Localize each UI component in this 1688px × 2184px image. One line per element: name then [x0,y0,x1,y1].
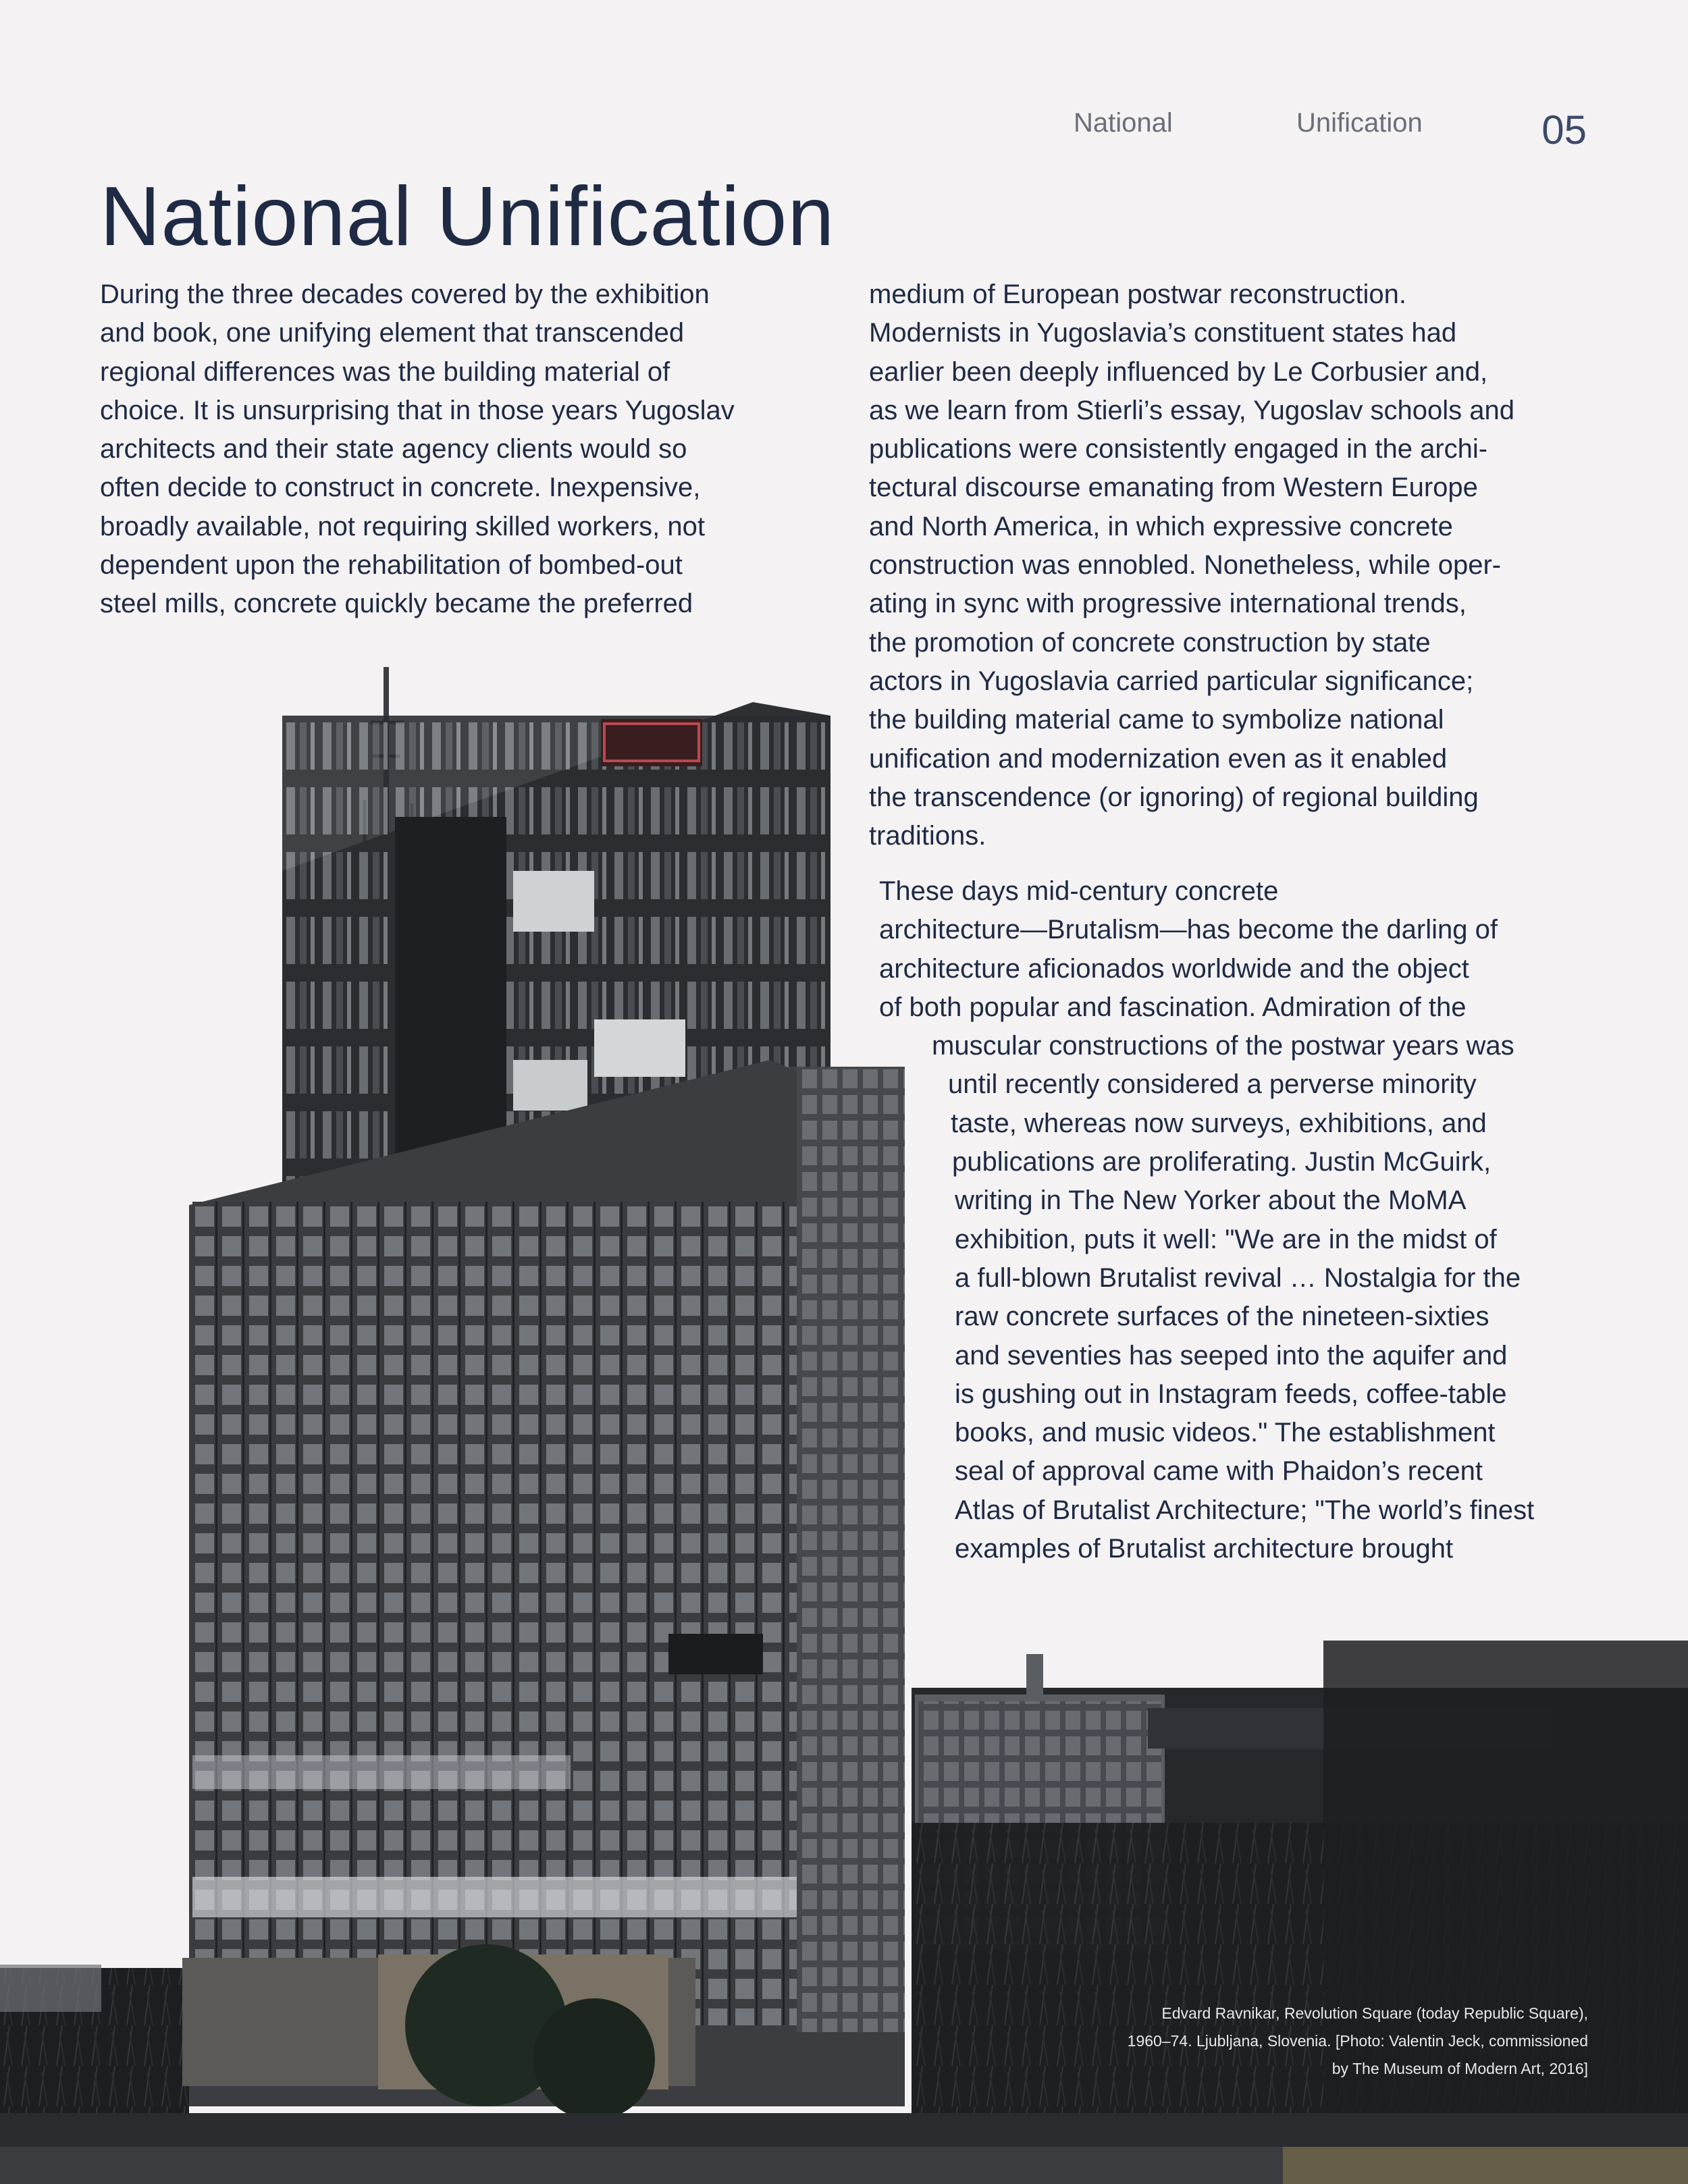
body-line: choice. It is unsurprising that in those years Yugoslav [100,395,735,425]
body-line: medium of European postwar reconstruction. [869,279,1406,309]
running-header-chapter: Unification [1296,108,1423,138]
body-line: the promotion of concrete construction by state [869,627,1431,658]
body-line: Modernists in Yugoslavia’s constituent states had [869,318,1457,348]
body-column-right-second-paragraph [879,872,1608,1568]
body-line: writing in The New Yorker about the MoMA [955,1186,1467,1216]
body-line: books, and music videos." The establishment [955,1418,1496,1448]
body-line: a full-blown Brutalist revival … Nostalgia for the [955,1262,1521,1293]
body-line: examples of Brutalist architecture brought [955,1534,1454,1564]
body-line: ating in sync with progressive international trends, [869,589,1467,619]
body-line: and book, one unifying element that transcended [100,318,685,348]
body-line: seal of approval came with Phaidon’s recent [955,1456,1483,1487]
body-line: as we learn from Stierli’s essay, Yugoslav schools and [869,395,1515,425]
body-line: During the three decades covered by the exhibition [100,279,710,309]
body-line: These days mid-century concrete [879,876,1279,906]
page-title: National Unification [100,170,835,263]
body-line: publications were consistently engaged in the archi- [869,434,1488,464]
body-line: dependent upon the rehabilitation of bombed-out [100,550,683,581]
body-line: regional differences was the building material of [100,356,670,387]
body-line: construction was ennobled. Nonetheless, while oper- [869,550,1502,581]
body-line: is gushing out in Instagram feeds, coffee-table [955,1379,1507,1409]
running-header [1074,101,1587,162]
photo-caption [1075,2000,1588,2083]
body-column-left [100,275,829,624]
body-line: exhibition, puts it well: "We are in the midst of [955,1224,1497,1254]
body-line: actors in Yugoslavia carried particular significance; [869,666,1474,696]
body-line: architects and their state agency clients would so [100,434,687,464]
body-line: of both popular and fascination. Admiration of the [879,992,1467,1022]
caption-line: 1960–74. Ljubljana, Slovenia. [Photo: Valentin Jeck, commissioned [1127,2032,1588,2050]
body-line: often decide to construct in concrete. Inexpensive, [100,473,701,503]
body-line: muscular constructions of the postwar years was [932,1031,1514,1061]
body-line: broadly available, not requiring skilled workers, not [100,511,706,541]
body-line: until recently considered a perverse minority [948,1069,1477,1100]
body-line: unification and modernization even as it enabled [869,743,1448,774]
body-line: architecture—Brutalism—has become the darling of [879,915,1498,945]
body-line: traditions. [869,821,986,851]
body-line: taste, whereas now surveys, exhibitions, and [951,1108,1487,1138]
body-line: publications are proliferating. Justin McGuirk, [952,1147,1492,1177]
body-line: earlier been deeply influenced by Le Corbusier and, [869,356,1488,387]
body-line: the building material came to symbolize national [869,705,1444,735]
caption-line: Edvard Ravnikar, Revolution Square (today Republic Square), [1161,2004,1588,2022]
body-line: tectural discourse emanating from Western Europe [869,473,1478,503]
body-column-right [869,275,1598,855]
body-line: Atlas of Brutalist Architecture; "The world’s finest [955,1495,1535,1525]
body-line: architecture aficionados worldwide and the object [879,953,1469,984]
body-line: and North America, in which expressive concrete [869,511,1453,541]
page-number: 05 [1541,107,1587,153]
body-line: the transcendence (or ignoring) of regional building [869,782,1479,812]
body-line: raw concrete surfaces of the nineteen-sixties [955,1302,1489,1332]
running-header-section: National [1074,108,1173,138]
body-line: and seventies has seeped into the aquifer and [955,1340,1508,1370]
caption-line: by The Museum of Modern Art, 2016] [1331,2060,1588,2077]
body-line: steel mills, concrete quickly became the preferred [100,589,693,619]
